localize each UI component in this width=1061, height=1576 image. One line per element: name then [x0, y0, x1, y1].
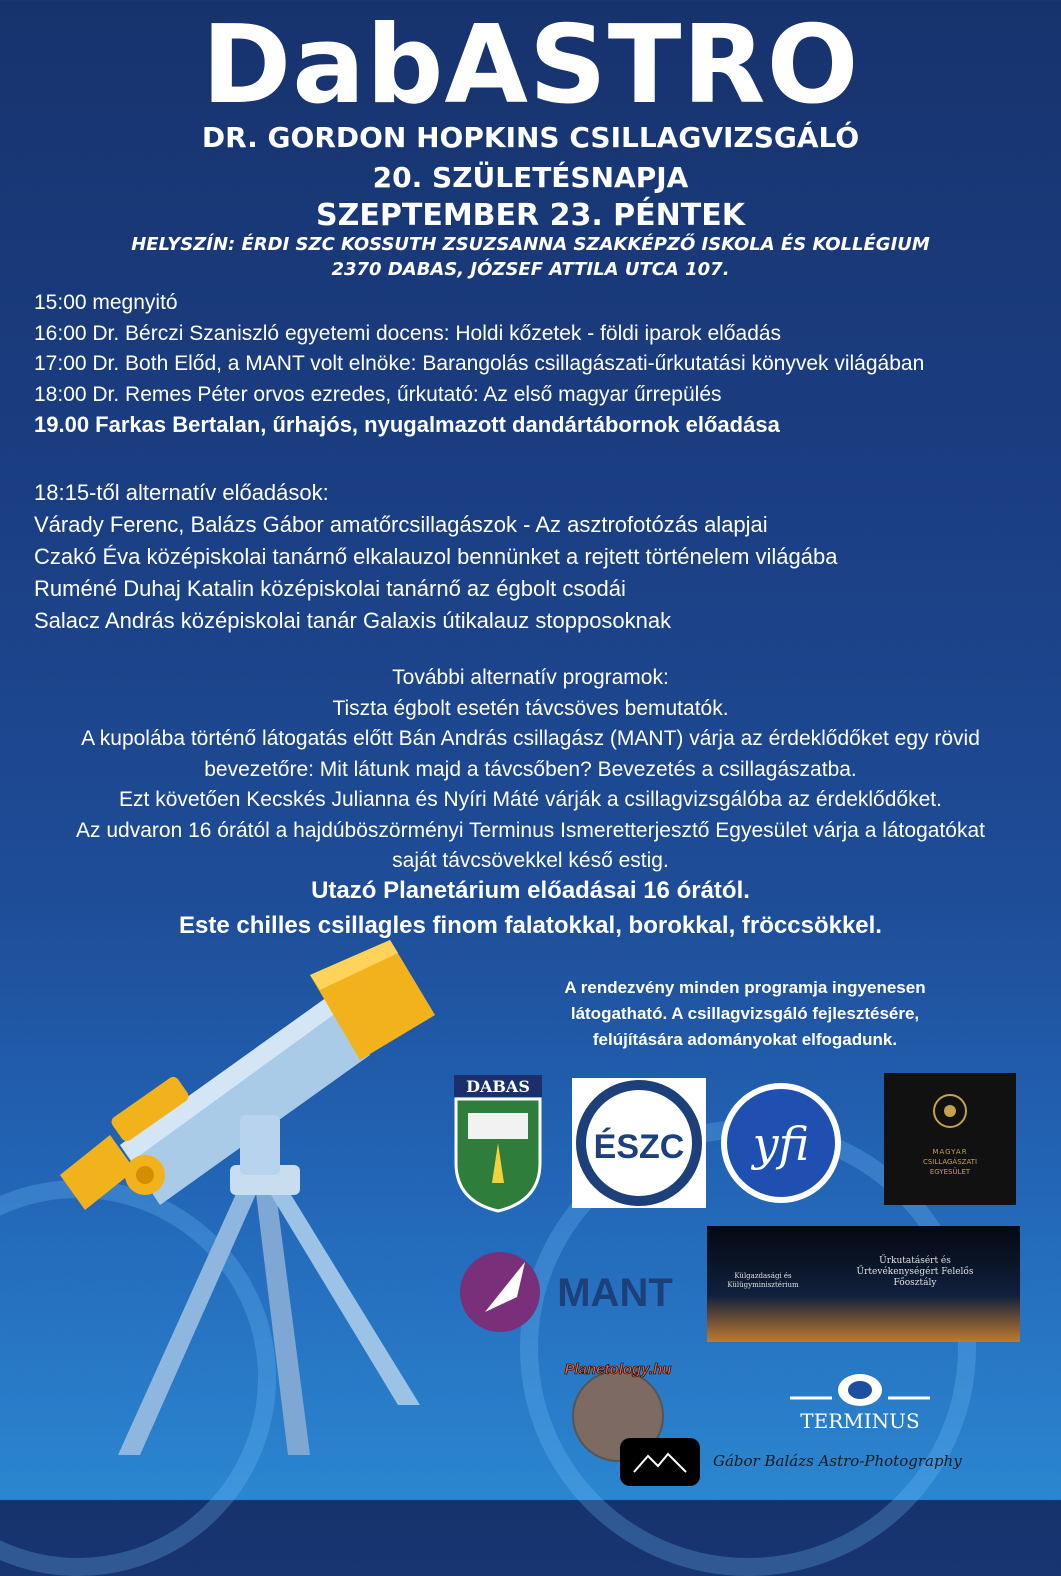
observatory-name: DR. GORDON HOPKINS CSILLAGVIZSGÁLÓ: [201, 121, 860, 154]
further-item: Tiszta égbolt esetén távcsöves bemutatók.: [332, 696, 729, 720]
yfi-label: yfi: [752, 1117, 810, 1171]
further-item: Ezt követően Kecskés Julianna és Nyíri Máté várják a csillagvizsgálóba az érdeklődőket.: [119, 788, 942, 811]
further-item: A kupolába történő látogatás előtt Bán András csillagász (MANT) várja az érdeklődőket egy rövid: [81, 727, 980, 750]
venue-address: 2370 DABAS, JÓZSEF ATTILA UTCA 107.: [331, 259, 730, 280]
alternative-item: Czakó Éva középiskolai tanárnő elkalauzol bennünket a rejtett történelem világába: [34, 544, 838, 569]
further-item: bevezetőre: Mit látunk majd a távcsőben? Bevezetés a csillagászatba.: [204, 757, 857, 781]
yfi-logo: [718, 1080, 844, 1206]
planetarium-highlight: Utazó Planetárium előadásai 16 órától.: [311, 877, 750, 904]
photographer-credit: Gábor Balázs Astro-Photography: [713, 1452, 962, 1470]
dabas-label: DABAS: [466, 1077, 530, 1096]
further-item: saját távcsövekkel késő estig.: [392, 849, 669, 872]
dabas-coat-of-arms: [452, 1073, 544, 1213]
ministry-right-text: Űrkutatásért és Űrtevékenységért Felelős Főosztály: [856, 1256, 974, 1288]
terminus-logo: [780, 1370, 940, 1440]
schedule-item: 16:00 Dr. Bérczi Szaniszló egyetemi docens: Holdi kőzetek - földi iparok előadás: [34, 321, 782, 345]
free-note-line: felújítására adományokat elfogadunk.: [592, 1030, 898, 1049]
free-admission-note: [480, 975, 1010, 1053]
further-heading: További alternatív programok:: [392, 666, 669, 689]
alternative-schedule: [34, 477, 1044, 637]
telescope-tube: [60, 940, 435, 1210]
photographer-logo: [620, 1438, 700, 1486]
terminus-label: TERMINUS: [800, 1409, 920, 1433]
planetology-label: Planetology.hu: [564, 1361, 672, 1378]
mcse-logo: [884, 1073, 1016, 1205]
event-date: SZEPTEMBER 23. PÉNTEK: [316, 198, 745, 233]
ministry-left-text: Külgazdasági és Külügyminisztérium: [727, 1272, 799, 1289]
telescope-illustration: [40, 935, 500, 1495]
anniversary-line: 20. SZÜLETÉSNAPJA: [372, 161, 689, 194]
main-schedule: [34, 288, 1044, 441]
mcse-label: EGYESÜLET: [929, 1168, 971, 1176]
tripod: [118, 1165, 420, 1455]
event-title: DabASTRO: [201, 3, 860, 128]
evening-highlight: Este chilles csillagles finom falatokkal, borokkal, fröccsökkel.: [179, 912, 882, 939]
schedule-item: 15:00 megnyitó: [34, 291, 178, 314]
mcse-label: MAGYAR: [932, 1148, 968, 1156]
schedule-item: 18:00 Dr. Remes Péter orvos ezredes, űrkutató: Az első magyar űrrepülés: [34, 382, 722, 406]
further-item: Az udvaron 16 órától a hajdúböszörményi Terminus Ismeretterjesztő Egyesület várja a látogatókat: [76, 818, 985, 842]
eszc-label: ÉSZC: [593, 1128, 685, 1166]
ministry-logo: [707, 1226, 1020, 1342]
mant-logo: [455, 1242, 685, 1342]
schedule-item: 17:00 Dr. Both Előd, a MANT volt elnöke: Barangolás csillagászati-űrkutatási könyvek világában: [34, 352, 925, 375]
free-note-line: A rendezvény minden programja ingyenesen: [564, 978, 926, 997]
alternative-heading: 18:15-től alternatív előadások:: [34, 480, 329, 505]
alternative-item: Salacz András középiskolai tanár Galaxis útikalauz stopposoknak: [34, 608, 672, 633]
alternative-item: Ruméné Duhaj Katalin középiskolai tanárnő az égbolt csodái: [34, 576, 626, 601]
eszc-logo: [572, 1078, 706, 1208]
further-programs: [0, 663, 1061, 877]
mcse-label: CSILLAGÁSZATI: [922, 1158, 978, 1166]
schedule-item-highlight: 19.00 Farkas Bertalan, űrhajós, nyugalmazott dandártábornok előadása: [34, 412, 780, 437]
free-note-line: látogatható. A csillagvizsgáló fejlesztésére,: [570, 1004, 920, 1023]
mant-label: MANT: [557, 1271, 673, 1315]
venue-name: HELYSZÍN: ÉRDI SZC KOSSUTH ZSUZSANNA SZAKKÉPZŐ ISKOLA ÉS KOLLÉGIUM: [131, 234, 930, 255]
alternative-item: Várady Ferenc, Balázs Gábor amatőrcsillagászok - Az asztrofotózás alapjai: [34, 512, 768, 537]
